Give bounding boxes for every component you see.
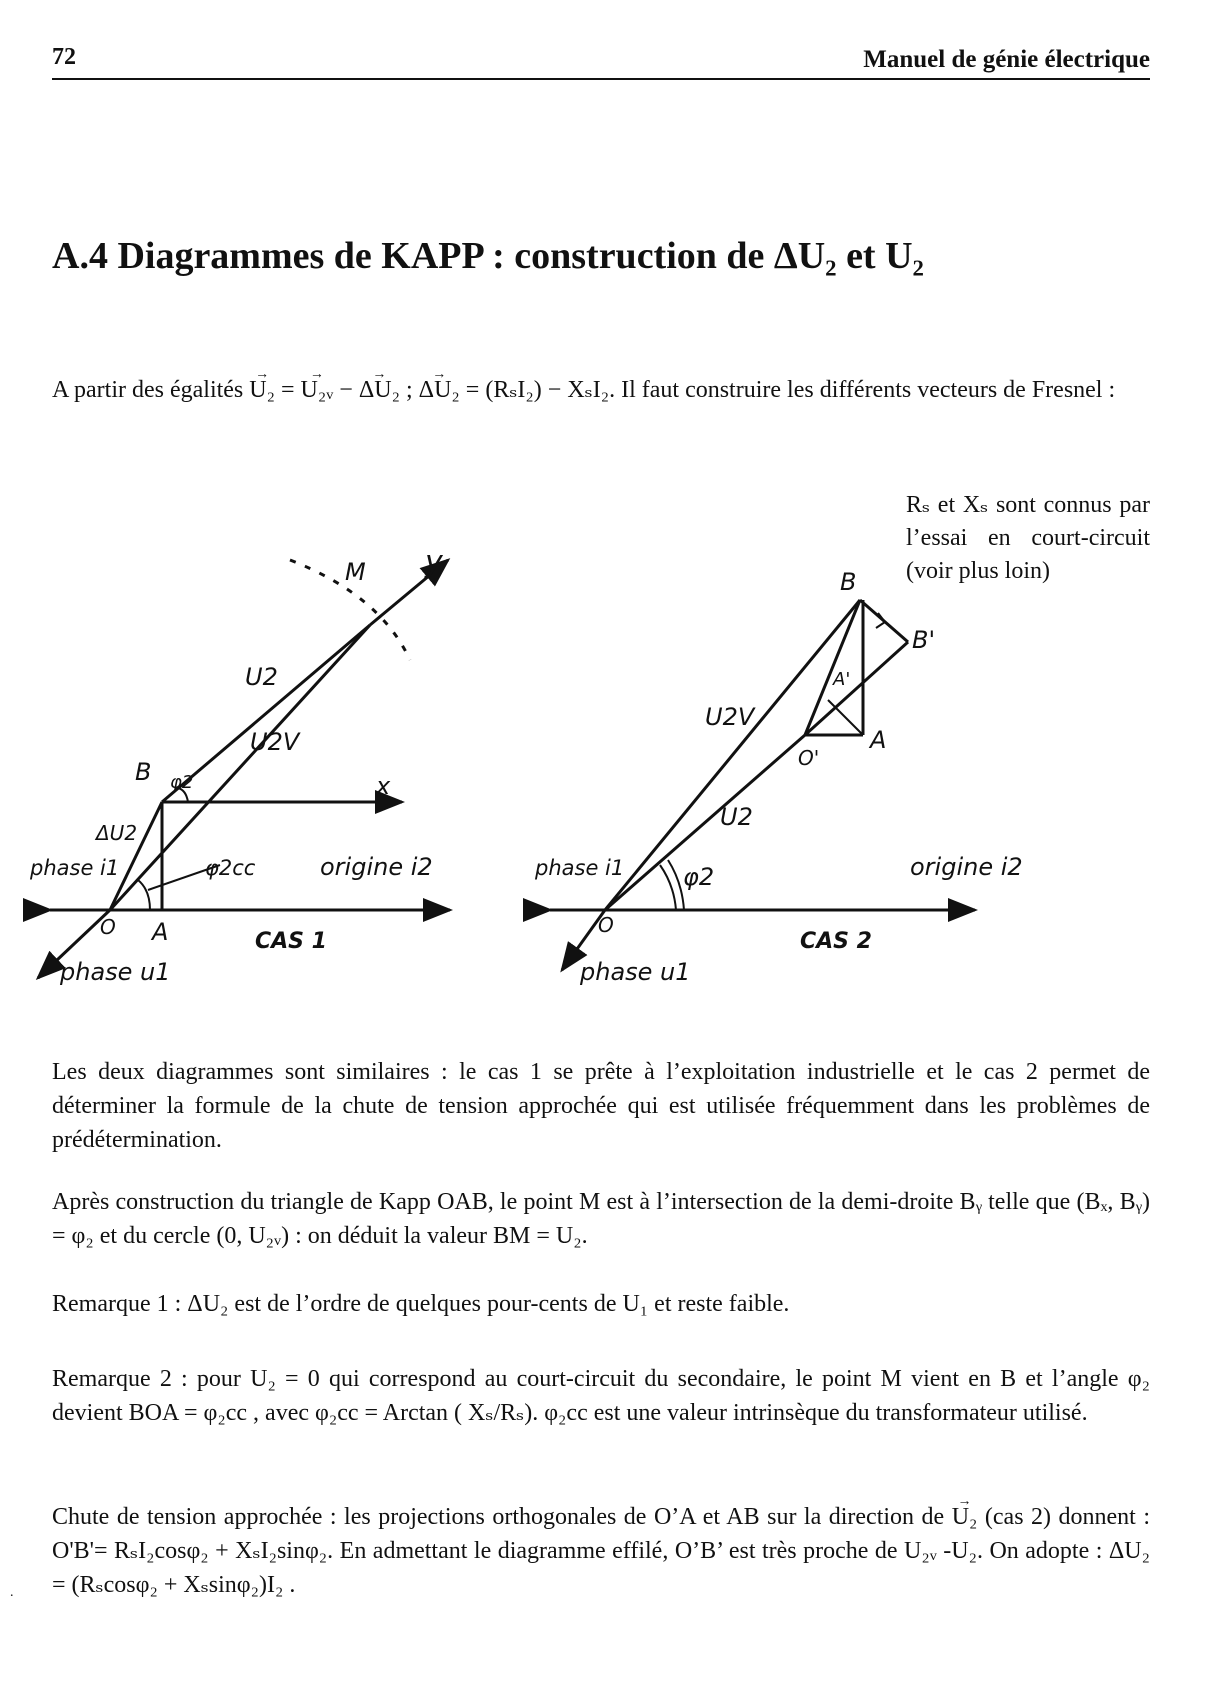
- cas2-caption: CAS 2: [800, 929, 872, 954]
- cas2-ext-u2: [805, 642, 908, 735]
- cas2-vector-u2v: [605, 600, 860, 910]
- intro-paragraph: A partir des égalités → U₂ = → U₂ᵥ − → ΔU₂ ; → ΔU₂ = (RₛI₂) − XₛI₂. Il faut construire les différents vecteurs de Fresnel :: [52, 373, 1150, 407]
- cas1-label-phase-u1: phase u1: [60, 958, 171, 986]
- eq1-lhs: → U₂: [249, 373, 275, 407]
- page-header: [52, 42, 1150, 80]
- eq2-lhs: → ΔU₂: [419, 373, 460, 407]
- cas1-label-phi2: φ2: [170, 772, 194, 793]
- cas1-label-du2: ΔU2: [96, 821, 138, 845]
- page-number: 72: [52, 44, 76, 70]
- cas1-caption: CAS 1: [255, 929, 327, 954]
- cas1-label-b: B: [135, 758, 152, 786]
- section-title: A.4 Diagrammes de KAPP : construction de ΔU₂ et U₂: [52, 235, 924, 277]
- margin-mark: .: [10, 1585, 14, 1600]
- intro-lead: A partir des égalités: [52, 377, 244, 403]
- cas1-label-o: O: [100, 915, 116, 939]
- cas2-label-a: A: [870, 726, 887, 754]
- cas2-label-phase-i1: phase i1: [535, 856, 625, 880]
- cas1-label-u2: U2: [245, 663, 278, 691]
- cas1-label-u2v: U2V: [250, 728, 300, 756]
- cas2-label-ap: A': [833, 669, 851, 690]
- cas2-label-u2: U2: [720, 803, 753, 831]
- cas1-label-y: y: [425, 545, 443, 580]
- p5-part-b: (cas 2) donnent : O'B'= RₛI₂cosφ₂ + XₛI₂sinφ₂. En admettant le diagramme effilé, O’B’ est très proche de U₂ᵥ -U₂. On adopte : ΔU₂ = (Rₛcosφ₂ + Xₛsinφ₂)I₂ .: [52, 1504, 1151, 1598]
- cas2-perp-a: [828, 700, 863, 735]
- cas2-label-bp: B': [912, 626, 936, 654]
- cas1-label-x: x: [376, 772, 391, 800]
- eq1-rhs-b: → ΔU₂: [359, 373, 400, 407]
- paragraph-chute-tension: [52, 1500, 1150, 1602]
- cas2-label-o: O: [598, 913, 614, 937]
- cas2-label-phi2: φ2: [683, 863, 715, 891]
- cas1-label-origine-i2: origine i2: [320, 853, 433, 881]
- intro-rest: . Il faut construire les différents vecteurs de Fresnel :: [609, 377, 1116, 403]
- cas1-angle-phi2cc: [138, 880, 150, 910]
- cas1-label-phi2cc: φ2cc: [205, 856, 256, 880]
- paragraph-construction: Après construction du triangle de Kapp OAB, le point M est à l’intersection de la demi-droite Bᵧ telle que (Bₓ, Bᵧ) = φ₂ et du cercle (0, U₂ᵥ) : on déduit la valeur BM = U₂.: [52, 1189, 1150, 1249]
- kapp-diagrams: [30, 540, 1100, 1010]
- running-title: Manuel de génie électrique: [863, 46, 1150, 73]
- eq1-rhs-a: → U₂ᵥ: [301, 373, 334, 407]
- cas2-side-ob: [805, 600, 860, 735]
- cas2-label-op: O': [798, 746, 820, 770]
- cas2-label-b: B: [840, 568, 857, 596]
- p5-vector-u2: → U₂: [952, 1500, 978, 1534]
- paragraph-similarity: Les deux diagrammes sont similaires : le cas 1 se prête à l’exploitation industrielle et le cas 2 permet de déterminer la formule de la chute de tension approchée qui est utilisée fréquemment dans les problèmes de prédétermination.: [52, 1059, 1150, 1153]
- paragraph-remarque-2: Remarque 2 : pour U₂ = 0 qui correspond au court-circuit du secondaire, le point M vient en B et l’angle φ₂ devient BOA = φ₂cc , avec φ₂cc = Arctan ( Xₛ/Rₛ). φ₂cc est une valeur intrinsèque du transformateur utilisé.: [52, 1366, 1150, 1426]
- cas2-label-u2v: U2V: [705, 703, 755, 731]
- cas2-label-origine-i2: origine i2: [910, 853, 1023, 881]
- cas1-label-phase-i1: phase i1: [30, 856, 120, 880]
- cas2-label-phase-u1: phase u1: [580, 958, 691, 986]
- cas1-label-m: M: [345, 558, 366, 586]
- cas1-label-a: A: [152, 918, 169, 946]
- paragraph-remarque-1: Remarque 1 : ΔU₂ est de l’ordre de quelques pour-cents de U₁ et reste faible.: [52, 1291, 790, 1317]
- diagram-cas2: [550, 600, 975, 970]
- side-note: Rₛ et Xₛ sont connus par l’essai en court-circuit (voir plus loin): [906, 492, 1150, 584]
- p5-part-a: Chute de tension approchée : les projections orthogonales de O’A et AB sur la direction de: [52, 1504, 945, 1530]
- eq2-rhs: (RₛI₂) − XₛI₂: [485, 377, 610, 403]
